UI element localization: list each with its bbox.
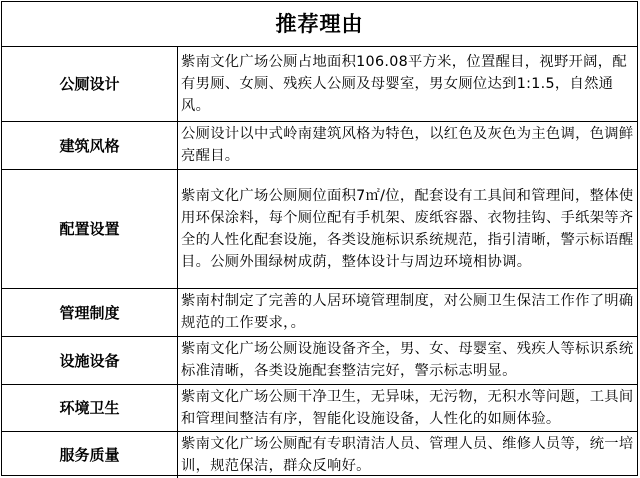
- sheet-title: 推荐理由: [2, 2, 637, 47]
- row-text: 紫南文化广场公厕干净卫生，无异味，无污物，无积水等问题，工具间和管理间整洁有序，智能化设施设备，人性化的如厕体验。: [178, 384, 638, 431]
- reasons-table: [2, 47, 637, 478]
- row-label: 管理制度: [2, 288, 178, 336]
- table-row: [2, 288, 637, 336]
- row-label: 建筑风格: [2, 121, 178, 169]
- row-label: 服务质量: [2, 431, 178, 478]
- table-row: [2, 47, 637, 121]
- row-text: 紫南文化广场公厕占地面积106.08平方米，位置醒目，视野开阔，配有男厕、女厕、残疾人公厕及母婴室，男女厕位达到1:1.5，自然通风。: [178, 47, 638, 121]
- row-text: 公厕设计以中式岭南建筑风格为特色，以红色及灰色为主色调，色调鲜亮醒目。: [178, 121, 638, 169]
- row-label: 环境卫生: [2, 384, 178, 431]
- row-text: 紫南文化广场公厕配有专职清洁人员、管理人员、维修人员等，统一培训，规范保洁，群众反响好。: [178, 431, 638, 478]
- table-row: [2, 121, 637, 169]
- recommendation-sheet: [1, 1, 638, 476]
- table-row: [2, 384, 637, 431]
- row-text: 紫南文化广场公厕设施设备齐全，男、女、母婴室、残疾人等标识系统标准清晰，各类设施配套整洁完好，警示标志明显。: [178, 336, 638, 384]
- row-label: 设施设备: [2, 336, 178, 384]
- row-text: 紫南文化广场公厕厕位面积7㎡/位，配套设有工具间和管理间，整体使用环保涂料，每个厕位配有手机架、废纸容器、衣物挂钩、手纸架等齐全的人性化配套设施，各类设施标识系统规范，指引清晰，警示标语醒目。公厕外围绿树成荫，整体设计与周边环境相协调。: [178, 169, 638, 288]
- table-row: [2, 336, 637, 384]
- row-label: 配置设置: [2, 169, 178, 288]
- table-row: [2, 431, 637, 478]
- row-label: 公厕设计: [2, 47, 178, 121]
- row-text: 紫南村制定了完善的人居环境管理制度，对公厕卫生保洁工作作了明确规范的工作要求，。: [178, 288, 638, 336]
- table-row: [2, 169, 637, 288]
